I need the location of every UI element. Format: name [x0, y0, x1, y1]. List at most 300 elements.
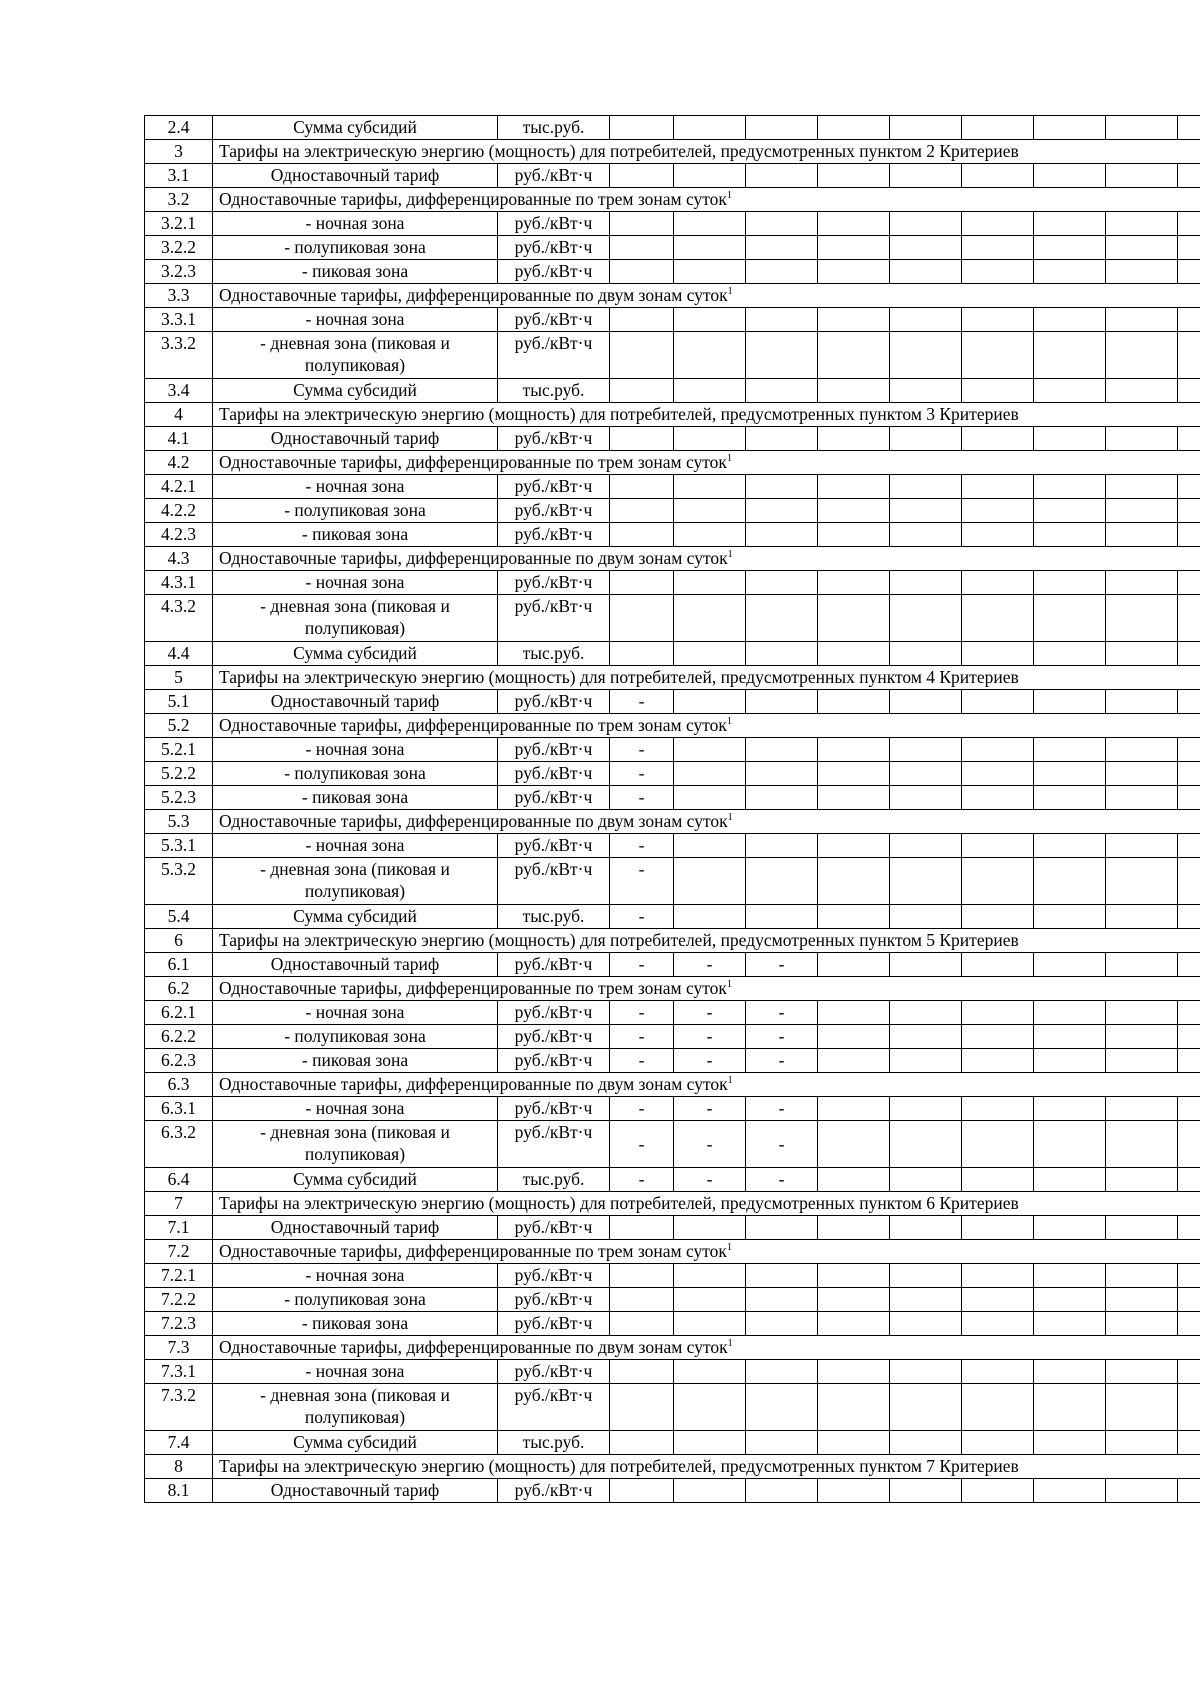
value-cell	[962, 260, 1034, 284]
row-unit: руб./кВт·ч	[498, 1288, 610, 1312]
value-cell	[1106, 499, 1178, 523]
row-number: 6.2.1	[145, 1001, 213, 1025]
section-row	[145, 140, 1200, 164]
section-heading	[213, 929, 1200, 953]
row-number: 6.2.3	[145, 1049, 213, 1073]
row-number: 5.2	[145, 714, 213, 738]
table-row	[145, 308, 1200, 332]
value-cell	[1034, 953, 1106, 977]
table-row	[145, 762, 1200, 786]
section-heading-text: Одноставочные тарифы, дифференцированные по двум зонам суток	[219, 1337, 728, 1357]
value-cell	[890, 1431, 962, 1455]
row-label: Одноставочный тариф	[213, 1479, 498, 1503]
value-cell	[1178, 1431, 1200, 1455]
value-cell: -	[674, 1025, 746, 1049]
value-cell	[1178, 786, 1200, 810]
value-cell	[818, 1121, 890, 1168]
row-number: 4.3.2	[145, 595, 213, 642]
value-cell	[674, 834, 746, 858]
value-cell	[1034, 212, 1106, 236]
value-cell	[746, 786, 818, 810]
row-number: 3.4	[145, 379, 213, 403]
section-row	[145, 810, 1200, 834]
value-cell	[962, 642, 1034, 666]
value-cell	[962, 332, 1034, 379]
row-unit: руб./кВт·ч	[498, 738, 610, 762]
value-cell	[818, 762, 890, 786]
value-cell	[1106, 786, 1178, 810]
table-row	[145, 523, 1200, 547]
value-cell	[1034, 499, 1106, 523]
table-row	[145, 595, 1200, 642]
value-cell	[746, 236, 818, 260]
value-cell	[674, 260, 746, 284]
value-cell	[1178, 1168, 1200, 1192]
row-number: 6.3	[145, 1073, 213, 1097]
value-cell	[674, 427, 746, 451]
value-cell	[610, 1312, 674, 1336]
value-cell	[674, 1216, 746, 1240]
table-row	[145, 953, 1200, 977]
value-cell	[890, 1168, 962, 1192]
value-cell: -	[610, 1121, 674, 1168]
value-cell: -	[746, 953, 818, 977]
footnote-marker: 1	[726, 453, 732, 465]
value-cell	[674, 379, 746, 403]
row-number: 6.4	[145, 1168, 213, 1192]
value-cell	[818, 595, 890, 642]
value-cell	[1106, 905, 1178, 929]
row-number: 4.2	[145, 451, 213, 475]
section-heading-text: Тарифы на электрическую энергию (мощность) для потребителей, предусмотренных пунктом 7 Критериев	[219, 1456, 1019, 1476]
table-row	[145, 236, 1200, 260]
value-cell	[746, 1384, 818, 1431]
value-cell	[962, 1097, 1034, 1121]
value-cell	[818, 1264, 890, 1288]
value-cell	[1106, 1168, 1178, 1192]
value-cell	[818, 260, 890, 284]
section-heading	[213, 666, 1200, 690]
value-cell: -	[746, 1001, 818, 1025]
value-cell	[746, 499, 818, 523]
value-cell	[610, 1264, 674, 1288]
value-cell	[818, 571, 890, 595]
value-cell	[1178, 116, 1200, 140]
value-cell	[1178, 762, 1200, 786]
table-row	[145, 571, 1200, 595]
value-cell	[1106, 1097, 1178, 1121]
table-row	[145, 475, 1200, 499]
value-cell	[674, 1288, 746, 1312]
row-number: 6.3.1	[145, 1097, 213, 1121]
tariff-table-body	[145, 116, 1200, 1503]
value-cell	[1106, 475, 1178, 499]
value-cell	[674, 1431, 746, 1455]
value-cell	[746, 1479, 818, 1503]
section-row	[145, 1336, 1200, 1360]
value-cell	[1178, 1216, 1200, 1240]
row-unit: руб./кВт·ч	[498, 1479, 610, 1503]
value-cell	[818, 690, 890, 714]
row-label: - дневная зона (пиковая и полупиковая)	[213, 1121, 498, 1168]
value-cell	[1178, 1264, 1200, 1288]
section-heading-text: Тарифы на электрическую энергию (мощность) для потребителей, предусмотренных пунктом 6 Критериев	[219, 1193, 1019, 1213]
row-label: Сумма субсидий	[213, 642, 498, 666]
value-cell	[890, 164, 962, 188]
value-cell	[746, 858, 818, 905]
table-row	[145, 642, 1200, 666]
row-label: - ночная зона	[213, 1097, 498, 1121]
section-row	[145, 451, 1200, 475]
footnote-marker: 1	[727, 1075, 733, 1087]
row-number: 5.2.3	[145, 786, 213, 810]
value-cell	[1106, 427, 1178, 451]
value-cell	[746, 834, 818, 858]
row-unit: руб./кВт·ч	[498, 1097, 610, 1121]
value-cell	[746, 332, 818, 379]
value-cell	[1178, 858, 1200, 905]
value-cell	[962, 1216, 1034, 1240]
value-cell	[746, 379, 818, 403]
row-unit: руб./кВт·ч	[498, 786, 610, 810]
row-label: Одноставочный тариф	[213, 427, 498, 451]
value-cell	[890, 1312, 962, 1336]
value-cell	[818, 786, 890, 810]
section-heading-text: Тарифы на электрическую энергию (мощность) для потребителей, предусмотренных пунктом 3 Критериев	[219, 404, 1019, 424]
row-number: 7.2.1	[145, 1264, 213, 1288]
value-cell	[674, 1360, 746, 1384]
value-cell	[962, 1288, 1034, 1312]
row-unit: тыс.руб.	[498, 905, 610, 929]
row-unit: руб./кВт·ч	[498, 571, 610, 595]
row-unit: руб./кВт·ч	[498, 164, 610, 188]
value-cell	[1034, 834, 1106, 858]
value-cell	[890, 834, 962, 858]
value-cell	[746, 738, 818, 762]
row-unit: руб./кВт·ч	[498, 1312, 610, 1336]
section-heading-text: Одноставочные тарифы, дифференцированные по двум зонам суток	[219, 811, 728, 831]
section-heading	[213, 451, 1200, 475]
value-cell	[962, 1121, 1034, 1168]
value-cell	[610, 595, 674, 642]
value-cell	[1178, 1360, 1200, 1384]
value-cell	[1178, 475, 1200, 499]
value-cell	[1178, 1479, 1200, 1503]
row-number: 7.2.3	[145, 1312, 213, 1336]
row-label: - дневная зона (пиковая и полупиковая)	[213, 858, 498, 905]
row-label: - пиковая зона	[213, 786, 498, 810]
table-row	[145, 164, 1200, 188]
section-heading-text: Тарифы на электрическую энергию (мощность) для потребителей, предусмотренных пунктом 5 Критериев	[219, 930, 1019, 950]
value-cell	[1034, 595, 1106, 642]
value-cell	[1178, 379, 1200, 403]
value-cell	[1034, 260, 1106, 284]
value-cell: -	[610, 834, 674, 858]
table-row	[145, 1312, 1200, 1336]
value-cell	[746, 308, 818, 332]
value-cell: -	[610, 1025, 674, 1049]
value-cell	[1178, 1097, 1200, 1121]
value-cell: -	[610, 1168, 674, 1192]
row-label: Одноставочный тариф	[213, 164, 498, 188]
value-cell	[674, 738, 746, 762]
table-row	[145, 834, 1200, 858]
value-cell: -	[674, 1049, 746, 1073]
row-number: 5.3	[145, 810, 213, 834]
value-cell	[1178, 164, 1200, 188]
row-label: - ночная зона	[213, 834, 498, 858]
section-row	[145, 714, 1200, 738]
value-cell	[890, 595, 962, 642]
row-label: Сумма субсидий	[213, 1168, 498, 1192]
row-number: 3.3.2	[145, 332, 213, 379]
value-cell	[746, 571, 818, 595]
value-cell	[1106, 1264, 1178, 1288]
section-row	[145, 403, 1200, 427]
value-cell	[1178, 1312, 1200, 1336]
row-unit: руб./кВт·ч	[498, 1001, 610, 1025]
row-label: Сумма субсидий	[213, 116, 498, 140]
table-row	[145, 379, 1200, 403]
value-cell	[1034, 1121, 1106, 1168]
value-cell	[962, 427, 1034, 451]
section-heading-text: Одноставочные тарифы, дифференцированные по двум зонам суток	[219, 285, 728, 305]
value-cell	[1178, 690, 1200, 714]
row-number: 6.3.2	[145, 1121, 213, 1168]
value-cell	[890, 1121, 962, 1168]
value-cell	[1106, 1431, 1178, 1455]
value-cell	[1034, 642, 1106, 666]
value-cell	[610, 523, 674, 547]
row-label: - дневная зона (пиковая и полупиковая)	[213, 1384, 498, 1431]
section-heading	[213, 188, 1200, 212]
value-cell	[890, 690, 962, 714]
table-row	[145, 858, 1200, 905]
value-cell	[962, 786, 1034, 810]
value-cell	[674, 905, 746, 929]
value-cell: -	[674, 1097, 746, 1121]
value-cell	[890, 571, 962, 595]
value-cell	[962, 571, 1034, 595]
row-label: Сумма субсидий	[213, 1431, 498, 1455]
row-number: 4.1	[145, 427, 213, 451]
value-cell	[746, 762, 818, 786]
value-cell	[746, 1312, 818, 1336]
table-row	[145, 690, 1200, 714]
value-cell	[818, 308, 890, 332]
row-unit: тыс.руб.	[498, 379, 610, 403]
value-cell	[962, 164, 1034, 188]
row-number: 7.2.2	[145, 1288, 213, 1312]
row-number: 3.3	[145, 284, 213, 308]
value-cell	[890, 212, 962, 236]
value-cell	[890, 786, 962, 810]
value-cell	[1034, 475, 1106, 499]
section-row	[145, 666, 1200, 690]
row-number: 4.4	[145, 642, 213, 666]
value-cell	[1178, 738, 1200, 762]
value-cell	[1106, 308, 1178, 332]
row-number: 7.3.1	[145, 1360, 213, 1384]
section-row	[145, 1192, 1200, 1216]
value-cell	[962, 738, 1034, 762]
value-cell	[962, 834, 1034, 858]
footnote-marker: 1	[726, 190, 732, 202]
value-cell	[746, 260, 818, 284]
value-cell	[818, 905, 890, 929]
row-number: 4.3.1	[145, 571, 213, 595]
value-cell	[890, 332, 962, 379]
row-number: 5.3.2	[145, 858, 213, 905]
value-cell	[818, 499, 890, 523]
value-cell	[1106, 1479, 1178, 1503]
section-heading-text: Одноставочные тарифы, дифференцированные по трем зонам суток	[219, 715, 727, 735]
section-heading-text: Одноставочные тарифы, дифференцированные по двум зонам суток	[219, 548, 728, 568]
value-cell	[818, 427, 890, 451]
row-label: - пиковая зона	[213, 523, 498, 547]
value-cell	[674, 523, 746, 547]
value-cell	[674, 212, 746, 236]
row-label: - полупиковая зона	[213, 1288, 498, 1312]
value-cell	[962, 116, 1034, 140]
value-cell	[962, 905, 1034, 929]
value-cell	[610, 475, 674, 499]
value-cell: -	[674, 1121, 746, 1168]
value-cell	[674, 595, 746, 642]
row-number: 5.4	[145, 905, 213, 929]
row-label: - полупиковая зона	[213, 236, 498, 260]
value-cell	[1106, 1216, 1178, 1240]
row-unit: руб./кВт·ч	[498, 762, 610, 786]
value-cell	[1034, 164, 1106, 188]
value-cell	[1034, 1360, 1106, 1384]
value-cell	[1034, 1384, 1106, 1431]
value-cell	[610, 1216, 674, 1240]
value-cell	[890, 738, 962, 762]
row-number: 5.3.1	[145, 834, 213, 858]
row-number: 3.2	[145, 188, 213, 212]
value-cell	[1178, 905, 1200, 929]
footnote-marker: 1	[727, 1338, 733, 1350]
value-cell: -	[610, 1049, 674, 1073]
tariff-table	[144, 115, 1200, 1503]
value-cell	[1106, 212, 1178, 236]
value-cell	[890, 762, 962, 786]
value-cell	[746, 475, 818, 499]
section-heading-text: Одноставочные тарифы, дифференцированные по трем зонам суток	[219, 452, 727, 472]
row-label: - ночная зона	[213, 1264, 498, 1288]
row-number: 7.3.2	[145, 1384, 213, 1431]
row-number: 7	[145, 1192, 213, 1216]
value-cell	[1178, 595, 1200, 642]
table-row	[145, 1097, 1200, 1121]
row-label: - ночная зона	[213, 1360, 498, 1384]
value-cell	[1106, 1384, 1178, 1431]
value-cell	[890, 260, 962, 284]
row-unit: руб./кВт·ч	[498, 212, 610, 236]
value-cell	[818, 379, 890, 403]
value-cell	[818, 1479, 890, 1503]
row-unit: руб./кВт·ч	[498, 236, 610, 260]
value-cell: -	[746, 1025, 818, 1049]
section-heading	[213, 1455, 1200, 1479]
row-number: 6.2.2	[145, 1025, 213, 1049]
row-unit: руб./кВт·ч	[498, 308, 610, 332]
table-row	[145, 1216, 1200, 1240]
section-row	[145, 929, 1200, 953]
value-cell	[674, 1479, 746, 1503]
row-label: Одноставочный тариф	[213, 690, 498, 714]
value-cell	[610, 642, 674, 666]
value-cell	[674, 332, 746, 379]
footnote-marker: 1	[726, 716, 732, 728]
section-row	[145, 1240, 1200, 1264]
value-cell: -	[610, 1097, 674, 1121]
value-cell	[1106, 762, 1178, 786]
row-label: Сумма субсидий	[213, 379, 498, 403]
value-cell	[818, 523, 890, 547]
value-cell	[962, 1384, 1034, 1431]
row-unit: руб./кВт·ч	[498, 427, 610, 451]
row-unit: тыс.руб.	[498, 116, 610, 140]
value-cell	[1178, 1001, 1200, 1025]
row-number: 4.3	[145, 547, 213, 571]
row-unit: руб./кВт·ч	[498, 834, 610, 858]
section-heading	[213, 1192, 1200, 1216]
table-row	[145, 1384, 1200, 1431]
value-cell	[1034, 427, 1106, 451]
value-cell	[818, 834, 890, 858]
value-cell	[1178, 1384, 1200, 1431]
section-heading-text: Одноставочные тарифы, дифференцированные по двум зонам суток	[219, 1074, 728, 1094]
value-cell	[890, 523, 962, 547]
value-cell	[1034, 308, 1106, 332]
value-cell	[890, 1479, 962, 1503]
table-row	[145, 1264, 1200, 1288]
value-cell	[1034, 1264, 1106, 1288]
value-cell	[1034, 1025, 1106, 1049]
value-cell	[818, 116, 890, 140]
row-label: - полупиковая зона	[213, 499, 498, 523]
row-unit: руб./кВт·ч	[498, 1049, 610, 1073]
value-cell: -	[610, 762, 674, 786]
value-cell	[962, 595, 1034, 642]
value-cell	[818, 858, 890, 905]
value-cell	[746, 1288, 818, 1312]
table-row	[145, 260, 1200, 284]
value-cell	[818, 738, 890, 762]
value-cell	[1106, 260, 1178, 284]
value-cell	[674, 786, 746, 810]
table-row	[145, 332, 1200, 379]
value-cell	[818, 1216, 890, 1240]
row-number: 7.3	[145, 1336, 213, 1360]
row-label: Сумма субсидий	[213, 905, 498, 929]
value-cell	[746, 690, 818, 714]
row-number: 3.1	[145, 164, 213, 188]
value-cell	[890, 1360, 962, 1384]
value-cell	[890, 1384, 962, 1431]
row-label: - пиковая зона	[213, 260, 498, 284]
value-cell	[818, 1097, 890, 1121]
row-unit: руб./кВт·ч	[498, 260, 610, 284]
value-cell	[1106, 523, 1178, 547]
value-cell	[746, 212, 818, 236]
value-cell	[1106, 834, 1178, 858]
row-number: 4.2.3	[145, 523, 213, 547]
value-cell	[962, 308, 1034, 332]
value-cell	[962, 1025, 1034, 1049]
